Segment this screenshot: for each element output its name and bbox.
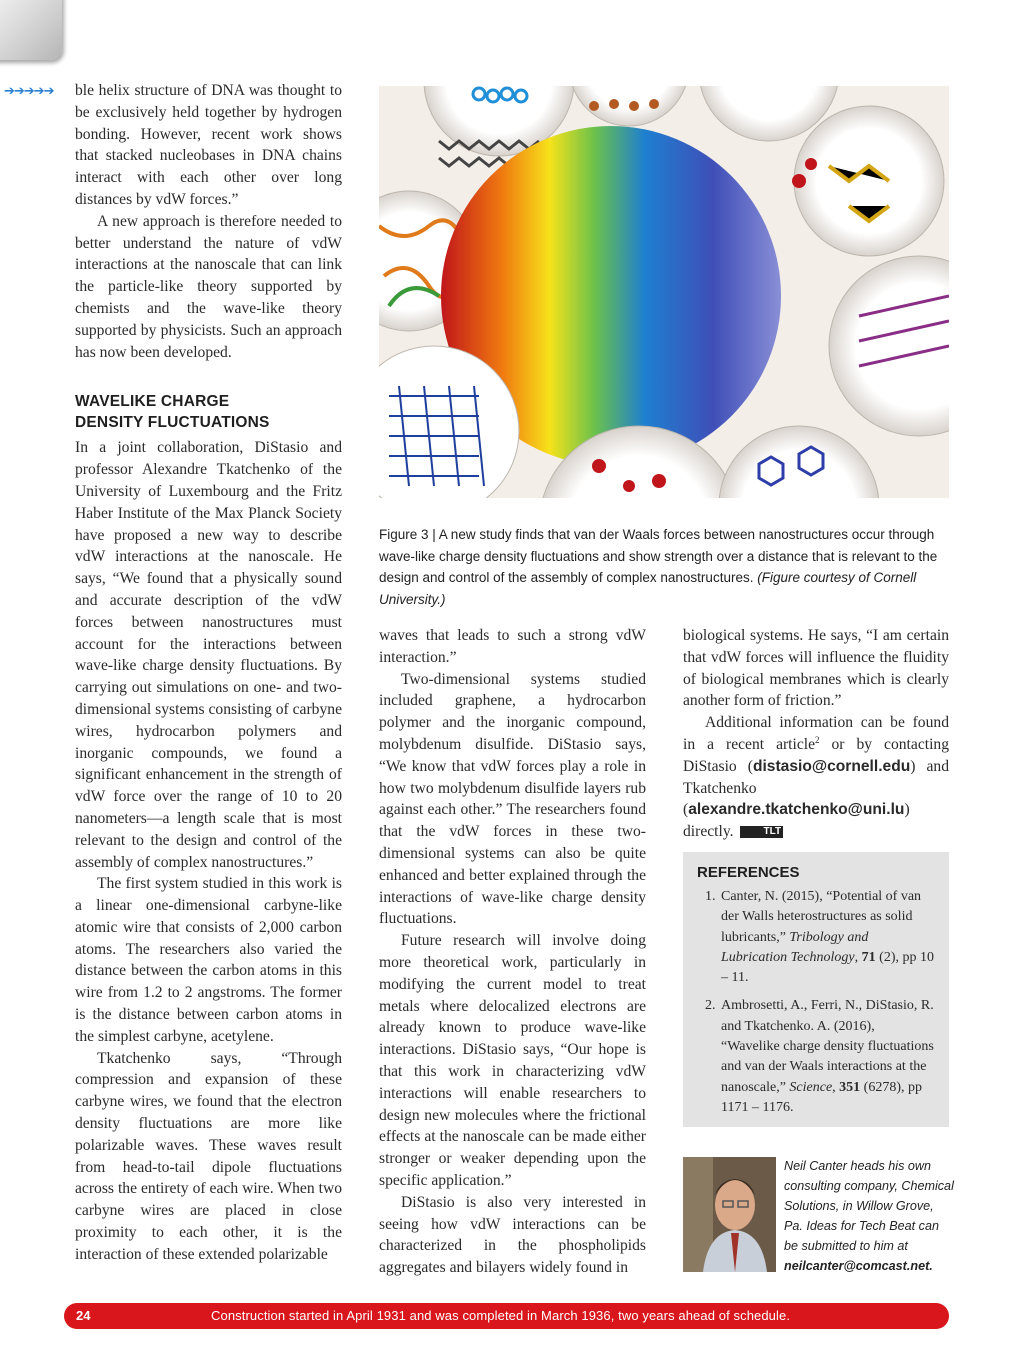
reference-item <box>719 996 935 1118</box>
caption-text: A new study finds that van der Waals forces between nanostructures occur through wave-like charge density fluctuations and show strength over a distance that is relevant to the design and control of the assembly of complex nanostructures. <box>379 527 938 585</box>
contact-text: ) and Tkatchenko ( <box>683 757 949 819</box>
author-bio <box>784 1156 954 1276</box>
contact-text: or by contacting DiStasio ( <box>683 735 949 775</box>
text-column-2 <box>379 625 646 1279</box>
reference-volume: 71 <box>861 949 876 965</box>
heading-line-1: WAVELIKE CHARGE <box>75 393 230 411</box>
heading-line-2: DENSITY FLUCTUATIONS <box>75 414 270 432</box>
page-number: 24 <box>76 1308 91 1323</box>
reference-text: , <box>854 949 862 965</box>
contact-text: ) directly. <box>683 801 910 841</box>
contact-text: Additional information can be found in a recent article <box>683 714 949 753</box>
author-photo <box>683 1157 776 1272</box>
paragraph: A new approach is therefore needed to better understand the nature of vdW interactions at the nanoscale that can link the particle-like theory supported by chemists and the wave-like theory supported by physicists. Such an approach has now been developed. <box>75 212 342 361</box>
references-list <box>697 887 935 1118</box>
citation-superscript: 2 <box>815 734 820 745</box>
reference-journal: Tribology and Lubrication Technology <box>721 929 869 965</box>
page-corner-tab <box>0 0 62 60</box>
footer-bar <box>64 1303 949 1329</box>
references-box <box>683 852 949 1127</box>
reference-item <box>719 887 935 988</box>
paragraph: biological systems. He says, “I am certain that vdW forces will influence the fluidity of biological membranes which is clearly another form of friction.” <box>683 627 949 710</box>
paragraph: The first system studied in this work is a linear one-dimensional carbyne-like atomic wire that consists of 2,000 carbon atoms. The researchers also varied the distance between the carbon atoms in this wire from 1.2 to 2 angstroms. The former is the distance between carbon atoms in the simplest carbyne, acetylene. <box>75 875 342 1045</box>
caption-credit: (Figure courtesy of Cornell University.) <box>379 570 917 607</box>
reference-volume: 351 <box>839 1079 861 1095</box>
email-link-distasio[interactable]: distasio@cornell.edu <box>752 757 911 775</box>
text-column-3 <box>683 625 949 843</box>
reference-text: Canter, N. (2015), “Potential of van der Walls heterostructures as solid lubricants,” <box>721 889 922 945</box>
paragraph: Tkatchenko says, “Through compression and expansion of these carbyne wires, we found that the electron density fluctuations are more like polarizable waves. These waves result from head-to-tail dipole fluctuations across the entirety of each wire. When two carbyne wires are placed in close proximity to each other, it is the interaction of these extended polarizable <box>75 1049 342 1263</box>
paragraph: Two-dimensional systems studied included graphene, a hydrocarbon polymer and the inorganic compound, molybdenum disulfide. DiStasio says, “We know that vdW forces play a role in how two molybdenum disulfide layers rub against each other.” The researchers found that the vdW forces in these two-dimensional systems can also be quite enhanced and better explained through the interactions of wave-like charge density fluctuations. <box>379 670 646 928</box>
reference-text: Ambrosetti, A., Ferri, N., DiStasio, R. and Tkatchenko. A. (2016), “Wavelike charge density fluctuations and van der Waals interactions at the nanoscale,” <box>721 998 934 1095</box>
footer-tagline: Construction started in April 1931 and was completed in March 1936, two years ahead of schedule. <box>211 1308 791 1323</box>
nanostructures-illustration <box>379 86 949 498</box>
author-email-link[interactable]: neilcanter@comcast.net. <box>784 1259 933 1273</box>
paragraph: DiStasio is also very interested in seeing how vdW interactions can be characterized in the phospholipids aggregates and bilayers widely found in <box>379 1193 646 1277</box>
crystal-bubble <box>794 106 944 256</box>
email-link-tkatchenko[interactable]: alexandre.tkatchenko@uni.lu <box>688 801 905 819</box>
contact-paragraph <box>683 712 949 843</box>
figure-caption <box>379 524 954 610</box>
continuation-arrows-icon: ➔➔➔➔➔ <box>4 84 54 99</box>
paragraph: ble helix structure of DNA was thought to be exclusively held together by hydrogen bonding. However, recent work shows that stacked nucleobases in DNA chains interact with each other over long distances by vdW forces.” <box>75 82 342 208</box>
section-heading <box>75 391 342 433</box>
references-title: REFERENCES <box>697 864 800 881</box>
figure-3-image <box>379 86 949 498</box>
paragraph: waves that leads to such a strong vdW interaction.” <box>379 627 646 666</box>
reference-text: (6278), pp 1171 – 1176. <box>721 1079 922 1115</box>
reference-text: (2), pp 10 – 11. <box>721 949 934 986</box>
reference-journal: Science <box>789 1079 833 1095</box>
paragraph: Future research will involve doing more theoretical work, particularly in modifying the current model to treat metals where delocalized electrons are already known to produce wave-like interactions. DiStasio says, “Our hope is that this work in characterizing vdW interactions will enable researchers to design new molecules where the frictional effects at the nanoscale can be made either stronger or weaker depending upon the specific application.” <box>379 932 646 1189</box>
author-bio-text: Neil Canter heads his own consulting company, Chemical Solutions, in Willow Grove, Pa. Ideas for Tech Beat can be submitted to him at <box>784 1159 954 1253</box>
reference-text: , <box>832 1079 840 1095</box>
tlt-end-mark: TLT <box>740 826 784 838</box>
caption-label: Figure 3 | <box>379 527 439 542</box>
text-column-1 <box>75 80 342 1266</box>
paragraph: In a joint collaboration, DiStasio and professor Alexandre Tkatchenko of the University of Luxembourg and the Fritz Haber Institute of the Max Planck Society have proposed a new way to describe vdW interactions at the nanoscale. He says, “We found that a physically sound and accurate description of the vdW forces between nanostructures must account for the interactions between wave-like charge density fluctuations. By carrying out simulations on one- and two-dimensional systems consisting of carbyne wires, hydrocarbon polymers and inorganic compounds, we found a significant enhancement in the strength of vdW force over the range of 10 to 20 nanometers—a length scale that is most relevant to the design and control of the assembly of complex nanostructures.” <box>75 439 342 871</box>
